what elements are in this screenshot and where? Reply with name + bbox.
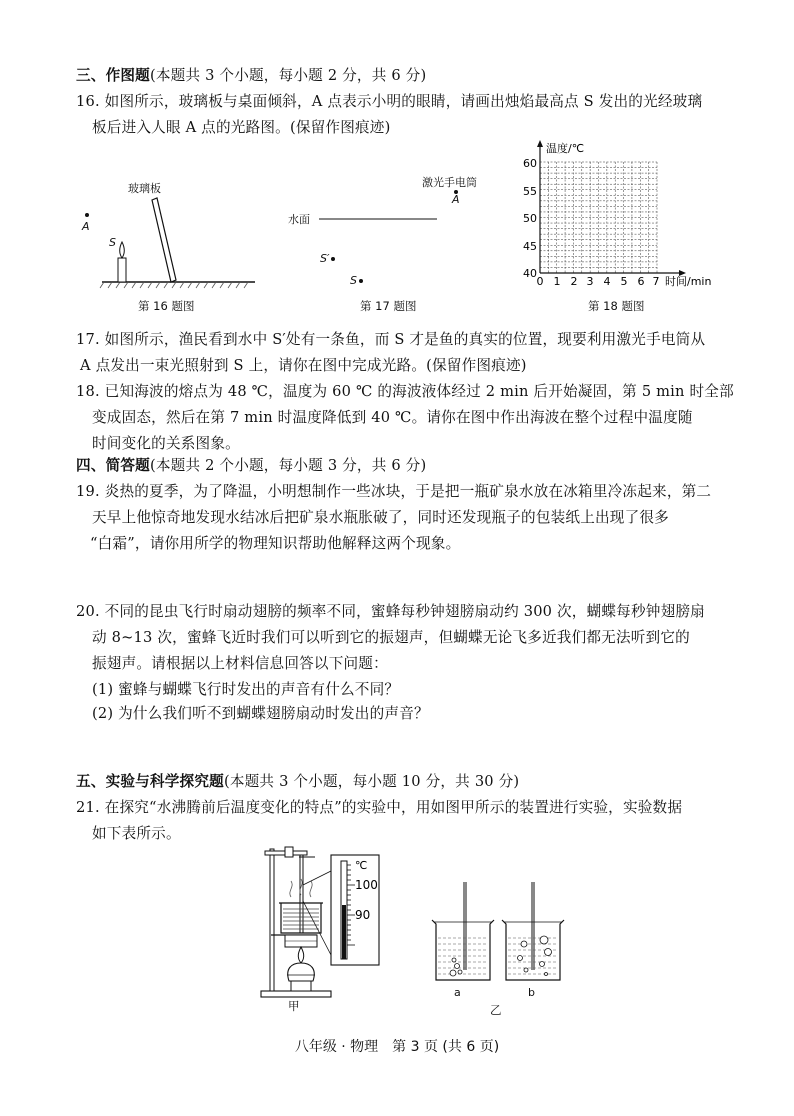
thermometer-tick-90: 90: [355, 908, 371, 922]
q18-line-2: 变成固态，然后在第 7 min 时温度降低到 40 ℃。请你在图中作出海波在整个过程中温度随: [92, 409, 693, 426]
lamp-stand: [291, 981, 311, 991]
q18-line-1: 18. 已知海波的熔点为 48 ℃，温度为 60 ℃ 的海波液体经过 2 min 后开始凝固，第 5 min 时全部: [76, 383, 734, 400]
y-tick-55: 55: [523, 185, 537, 198]
glass-plate: [152, 198, 176, 282]
figure-18: [515, 140, 720, 290]
label-s-17: S: [350, 274, 357, 287]
x-tick-4: 4: [603, 275, 611, 288]
section4-header: [76, 456, 426, 476]
q19-line-3: “白霜”，请你用所学的物理知识帮助他解释这两个现象。: [90, 535, 461, 552]
section3-note: (本题共 3 个小题，每小题 2 分，共 6 分): [149, 67, 427, 84]
mercury-column: [342, 905, 346, 959]
section4-note: (本题共 2 个小题，每小题 3 分，共 6 分): [149, 457, 427, 474]
q21-line-1: 21. 在探究“水沸腾前后温度变化的特点”的实验中，用如图甲所示的装置进行实验，实验数据: [76, 799, 683, 816]
fish-real-point: [359, 279, 363, 283]
q19-line-1: 19. 炎热的夏季，为了降温，小明想制作一些冰块，于是把一瓶矿泉水放在冰箱里冷冻起来，第二: [76, 483, 712, 500]
eye-point-a: [85, 213, 89, 217]
y-tick-50: 50: [523, 212, 537, 225]
stand-rod: [270, 849, 274, 991]
candle-flame: [120, 242, 125, 258]
fish-image-point: [331, 257, 335, 261]
q20-sub-2: (2) 为什么我们听不到蝴蝶翅膀扇动时发出的声音？: [92, 705, 429, 722]
y-tick-45: 45: [523, 240, 537, 253]
figure-16: [80, 170, 260, 290]
label-a-17: A: [452, 193, 460, 206]
stand-base: [261, 991, 331, 997]
label-laser: 激光手电筒: [422, 176, 477, 189]
label-glass-plate: 玻璃板: [128, 182, 161, 195]
caption-fig16: 第 16 题图: [138, 299, 195, 313]
x-tick-1: 1: [553, 275, 561, 288]
y-axis-arrow: [537, 140, 543, 147]
x-tick-7: 7: [652, 275, 660, 288]
burner-flame: [298, 947, 303, 963]
q16-line-2: 板后进入人眼 A 点的光路图。(保留作图痕迹): [92, 119, 391, 136]
section3-heading: 三、作图题: [76, 67, 150, 84]
label-s-16: S: [109, 236, 116, 249]
figure-jia-apparatus: [255, 845, 395, 1015]
x-axis-title: 时间/min: [665, 275, 712, 288]
candle: [118, 258, 126, 282]
figure-17: [285, 170, 515, 295]
q20-line-3: 振翅声。请根据以上材料信息回答以下问题：: [92, 655, 388, 672]
beaker-a-bubbles: [450, 958, 462, 976]
thermometer-unit: ℃: [355, 859, 368, 872]
label-water: 水面: [288, 213, 310, 226]
q16-line-1: 16. 如图所示，玻璃板与桌面倾斜，A 点表示小明的眼睛，请画出烛焰最高点 S 发出的光经玻璃: [76, 93, 703, 110]
section5-note: (本题共 3 个小题，每小题 10 分，共 30 分): [223, 773, 520, 790]
beaker: [281, 903, 321, 933]
q21-line-2: 如下表所示。: [92, 825, 181, 842]
x-tick-2: 2: [570, 275, 578, 288]
q18-line-3: 时间变化的关系图象。: [92, 435, 240, 452]
figure-18-grid: [540, 162, 657, 273]
beaker-water: [283, 909, 319, 929]
beaker-a-water: [438, 938, 488, 974]
section5-header: [76, 772, 519, 792]
beaker-b-water: [508, 938, 558, 974]
x-tick-6: 6: [637, 275, 645, 288]
alcohol-lamp: [288, 963, 315, 981]
y-tick-60: 60: [523, 157, 537, 170]
q17-line-2: A 点发出一束光照射到 S 上，请你在图中完成光路。(保留作图痕迹): [80, 357, 527, 374]
label-a-16: A: [82, 220, 90, 233]
q20-line-2: 动 8~13 次，蜜蜂飞近时我们可以听到它的振翅声，但蝴蝶无论飞多近我们都无法听到它的: [92, 629, 690, 646]
caption-fig18: 第 18 题图: [588, 299, 645, 313]
figure-jia: [255, 845, 395, 1015]
x-tick-5: 5: [620, 275, 628, 288]
thermometer-tick-100: 100: [355, 878, 378, 892]
q17-line-1: 17. 如图所示，渔民看到水中 S′处有一条鱼，而 S 才是鱼的真实的位置，现要利用激光手电筒从: [76, 331, 706, 348]
magnify-line-1: [303, 871, 331, 885]
page-footer: 八年级 · 物理 第 3 页 (共 6 页): [294, 1039, 500, 1055]
x-tick-0: 0: [536, 275, 544, 288]
section5-heading: 五、实验与科学探究题: [76, 773, 224, 790]
clamp-knob: [285, 847, 293, 857]
x-tick-3: 3: [586, 275, 594, 288]
figure-18-graph: [515, 140, 720, 290]
label-beaker-b: b: [528, 986, 535, 999]
y-axis-title: 温度/℃: [546, 142, 585, 155]
figure-yi-beakers: [420, 880, 580, 990]
figure-16-drawing: [80, 170, 260, 290]
y-tick-40: 40: [523, 267, 537, 280]
caption-yi: 乙: [490, 1003, 502, 1017]
figure-17-drawing: [285, 170, 515, 295]
q20-line-1: 20. 不同的昆虫飞行时扇动翅膀的频率不同，蜜蜂每秒钟翅膀扇动约 300 次，蝴蝶每秒钟翅膀扇: [76, 603, 705, 620]
section4-heading: 四、简答题: [76, 457, 150, 474]
caption-jia: 甲: [288, 999, 300, 1013]
q19-line-2: 天早上他惊奇地发现水结冰后把矿泉水瓶胀破了，同时还发现瓶子的包装纸上出现了很多: [92, 509, 669, 526]
figure-yi: [420, 880, 580, 1020]
section3-header: [76, 66, 426, 86]
label-beaker-a: a: [454, 986, 461, 999]
q20-sub-1: (1) 蜜蜂与蝴蝶飞行时发出的声音有什么不同？: [92, 681, 400, 698]
caption-fig17: 第 17 题图: [360, 299, 417, 313]
label-s-prime: S′: [320, 252, 330, 265]
